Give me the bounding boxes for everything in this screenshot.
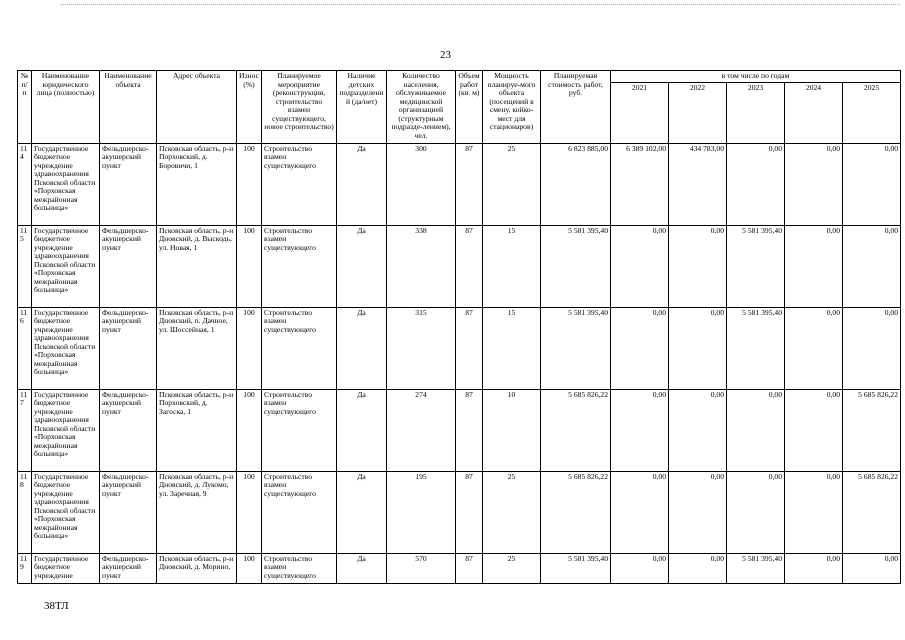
row-object-cell: Фельдшерско-акушерский пункт <box>100 471 157 553</box>
row-area-cell: 87 <box>456 471 483 553</box>
row-wear-cell: 100 <box>237 553 262 583</box>
row-name-cell: Государственное бюджетное учреждение здравоохранения Псковской области «Порховская межрайонная больница» <box>32 389 100 471</box>
header-population: Количество населения, обслуживаемое медицинской организацией (структурным подразде-лением), чел. <box>387 71 456 144</box>
row-children-cell: Да <box>337 225 387 307</box>
row-capacity-cell: 25 <box>483 471 541 553</box>
row-2022-cell: 0,00 <box>669 553 727 583</box>
row-num-cell: 115 <box>18 225 32 307</box>
row-2024-cell: 0,00 <box>785 225 843 307</box>
row-cost-cell: 5 581 395,40 <box>541 225 611 307</box>
row-measure-cell: Строительство взамен существующего <box>262 553 337 583</box>
page-number: 23 <box>440 49 451 61</box>
row-2021-cell: 6 389 102,00 <box>611 143 669 225</box>
row-capacity-cell: 25 <box>483 143 541 225</box>
row-area-cell: 87 <box>456 307 483 389</box>
header-area: Объем работ (кв. м) <box>456 71 483 144</box>
row-measure-cell: Строительство взамен существующего <box>262 143 337 225</box>
row-num-cell: 116 <box>18 307 32 389</box>
row-num-cell: 114 <box>18 143 32 225</box>
header-children: Наличие детских подразделений (да/нет) <box>337 71 387 144</box>
row-2024-cell: 0,00 <box>785 389 843 471</box>
header-object: Наименование объекта <box>100 71 157 144</box>
row-num-cell: 119 <box>18 553 32 583</box>
row-2023-cell: 5 581 395,40 <box>727 553 785 583</box>
header-year-2022: 2022 <box>669 82 727 143</box>
row-area-cell: 87 <box>456 143 483 225</box>
row-2022-cell: 0,00 <box>669 307 727 389</box>
row-cost-cell: 5 581 395,40 <box>541 307 611 389</box>
row-2024-cell: 0,00 <box>785 471 843 553</box>
table-body <box>18 143 901 583</box>
row-2024-cell: 0,00 <box>785 143 843 225</box>
row-address-cell: Псковская область, р-н Порховский, д. Загоска, 1 <box>157 389 237 471</box>
row-2021-cell: 0,00 <box>611 553 669 583</box>
header-address: Адрес объекта <box>157 71 237 144</box>
row-2021-cell: 0,00 <box>611 225 669 307</box>
row-object-cell: Фельдшерско-акушерский пункт <box>100 553 157 583</box>
row-name-cell: Государственное бюджетное учреждение здравоохранения Псковской области «Порховская межрайонная больница» <box>32 143 100 225</box>
row-2023-cell: 0,00 <box>727 471 785 553</box>
row-name-cell: Государственное бюджетное учреждение здравоохранения Псковской области «Порховская межрайонная больница» <box>32 307 100 389</box>
header-cost: Планируемая стоимость работ, руб. <box>541 71 611 144</box>
row-wear-cell: 100 <box>237 307 262 389</box>
row-address-cell: Псковская область, р-н Дновский, д. Выскодь, ул. Новая, 1 <box>157 225 237 307</box>
row-2024-cell: 0,00 <box>785 307 843 389</box>
row-children-cell: Да <box>337 143 387 225</box>
row-name-cell: Государственное бюджетное учреждение здравоохранения Псковской области «Порховская межрайонная больница» <box>32 471 100 553</box>
row-address-cell: Псковская область, р-н Дновский, д. Морино, <box>157 553 237 583</box>
table-row <box>18 143 901 225</box>
row-2021-cell: 0,00 <box>611 471 669 553</box>
row-population-cell: 338 <box>387 225 456 307</box>
row-2025-cell: 0,00 <box>843 307 901 389</box>
row-2022-cell: 0,00 <box>669 225 727 307</box>
row-measure-cell: Строительство взамен существующего <box>262 307 337 389</box>
row-children-cell: Да <box>337 307 387 389</box>
row-2022-cell: 434 783,00 <box>669 143 727 225</box>
row-num-cell: 118 <box>18 471 32 553</box>
row-object-cell: Фельдшерско-акушерский пункт <box>100 307 157 389</box>
row-wear-cell: 100 <box>237 143 262 225</box>
row-address-cell: Псковская область, р-н Порховский, д. Боровичи, 1 <box>157 143 237 225</box>
row-name-cell: Государственное бюджетное учреждение здравоохранения Псковской области «Порховская межрайонная больница» <box>32 225 100 307</box>
row-children-cell: Да <box>337 471 387 553</box>
row-2022-cell: 0,00 <box>669 471 727 553</box>
row-2023-cell: 0,00 <box>727 389 785 471</box>
row-capacity-cell: 15 <box>483 307 541 389</box>
row-num-cell: 117 <box>18 389 32 471</box>
row-children-cell: Да <box>337 389 387 471</box>
row-population-cell: 195 <box>387 471 456 553</box>
row-2025-cell: 0,00 <box>843 225 901 307</box>
header-name: Наименование юридического лица (полностью) <box>32 71 100 144</box>
table-row <box>18 389 901 471</box>
row-area-cell: 87 <box>456 225 483 307</box>
row-measure-cell: Строительство взамен существующего <box>262 389 337 471</box>
row-object-cell: Фельдшерско-акушерский пункт <box>100 389 157 471</box>
table-row <box>18 225 901 307</box>
table-row <box>18 307 901 389</box>
row-name-cell: Государственное бюджетное учреждение <box>32 553 100 583</box>
row-2023-cell: 5 581 395,40 <box>727 225 785 307</box>
row-capacity-cell: 25 <box>483 553 541 583</box>
header-capacity: Мощность планируе-мого объекта (посещений в смену, койко-мест для стационаров) <box>483 71 541 144</box>
row-population-cell: 570 <box>387 553 456 583</box>
row-wear-cell: 100 <box>237 471 262 553</box>
header-wear: Износ (%) <box>237 71 262 144</box>
row-2023-cell: 5 581 395,40 <box>727 307 785 389</box>
row-address-cell: Псковская область, р-н Дновский, д. Лукомо, ул. Заречная, 9 <box>157 471 237 553</box>
row-2024-cell: 0,00 <box>785 553 843 583</box>
row-population-cell: 274 <box>387 389 456 471</box>
row-2025-cell: 5 685 826,22 <box>843 389 901 471</box>
scan-top-edge <box>60 4 900 5</box>
table-header-row <box>18 71 901 83</box>
row-cost-cell: 6 823 885,00 <box>541 143 611 225</box>
row-wear-cell: 100 <box>237 389 262 471</box>
row-cost-cell: 5 685 826,22 <box>541 389 611 471</box>
header-year-2025: 2025 <box>843 82 901 143</box>
header-num: № п/п <box>18 71 32 144</box>
row-2025-cell: 0,00 <box>843 553 901 583</box>
row-population-cell: 315 <box>387 307 456 389</box>
row-2025-cell: 0,00 <box>843 143 901 225</box>
header-year-2023: 2023 <box>727 82 785 143</box>
row-object-cell: Фельдшерско-акушерский пункт <box>100 225 157 307</box>
header-year-2021: 2021 <box>611 82 669 143</box>
row-children-cell: Да <box>337 553 387 583</box>
header-by-years: в том числе по годам <box>611 71 901 83</box>
facilities-table <box>17 70 901 584</box>
row-area-cell: 87 <box>456 553 483 583</box>
header-measure: Планируемое мероприятие (реконструкция, строительство взамен существующего, новое строительство) <box>262 71 337 144</box>
row-2021-cell: 0,00 <box>611 307 669 389</box>
row-area-cell: 87 <box>456 389 483 471</box>
row-cost-cell: 5 685 826,22 <box>541 471 611 553</box>
header-year-2024: 2024 <box>785 82 843 143</box>
table-row <box>18 553 901 583</box>
row-object-cell: Фельдшерско-акушерский пункт <box>100 143 157 225</box>
row-2025-cell: 5 685 826,22 <box>843 471 901 553</box>
row-wear-cell: 100 <box>237 225 262 307</box>
table-row <box>18 471 901 553</box>
row-address-cell: Псковская область, р-н Дновский, п. Дачное, ул. Шоссейная, 1 <box>157 307 237 389</box>
row-cost-cell: 5 581 395,40 <box>541 553 611 583</box>
row-population-cell: 300 <box>387 143 456 225</box>
footer-code: 38ТЛ <box>44 600 69 612</box>
row-capacity-cell: 15 <box>483 225 541 307</box>
row-2022-cell: 0,00 <box>669 389 727 471</box>
row-measure-cell: Строительство взамен существующего <box>262 471 337 553</box>
row-2023-cell: 0,00 <box>727 143 785 225</box>
row-capacity-cell: 10 <box>483 389 541 471</box>
row-2021-cell: 0,00 <box>611 389 669 471</box>
row-measure-cell: Строительство взамен существующего <box>262 225 337 307</box>
